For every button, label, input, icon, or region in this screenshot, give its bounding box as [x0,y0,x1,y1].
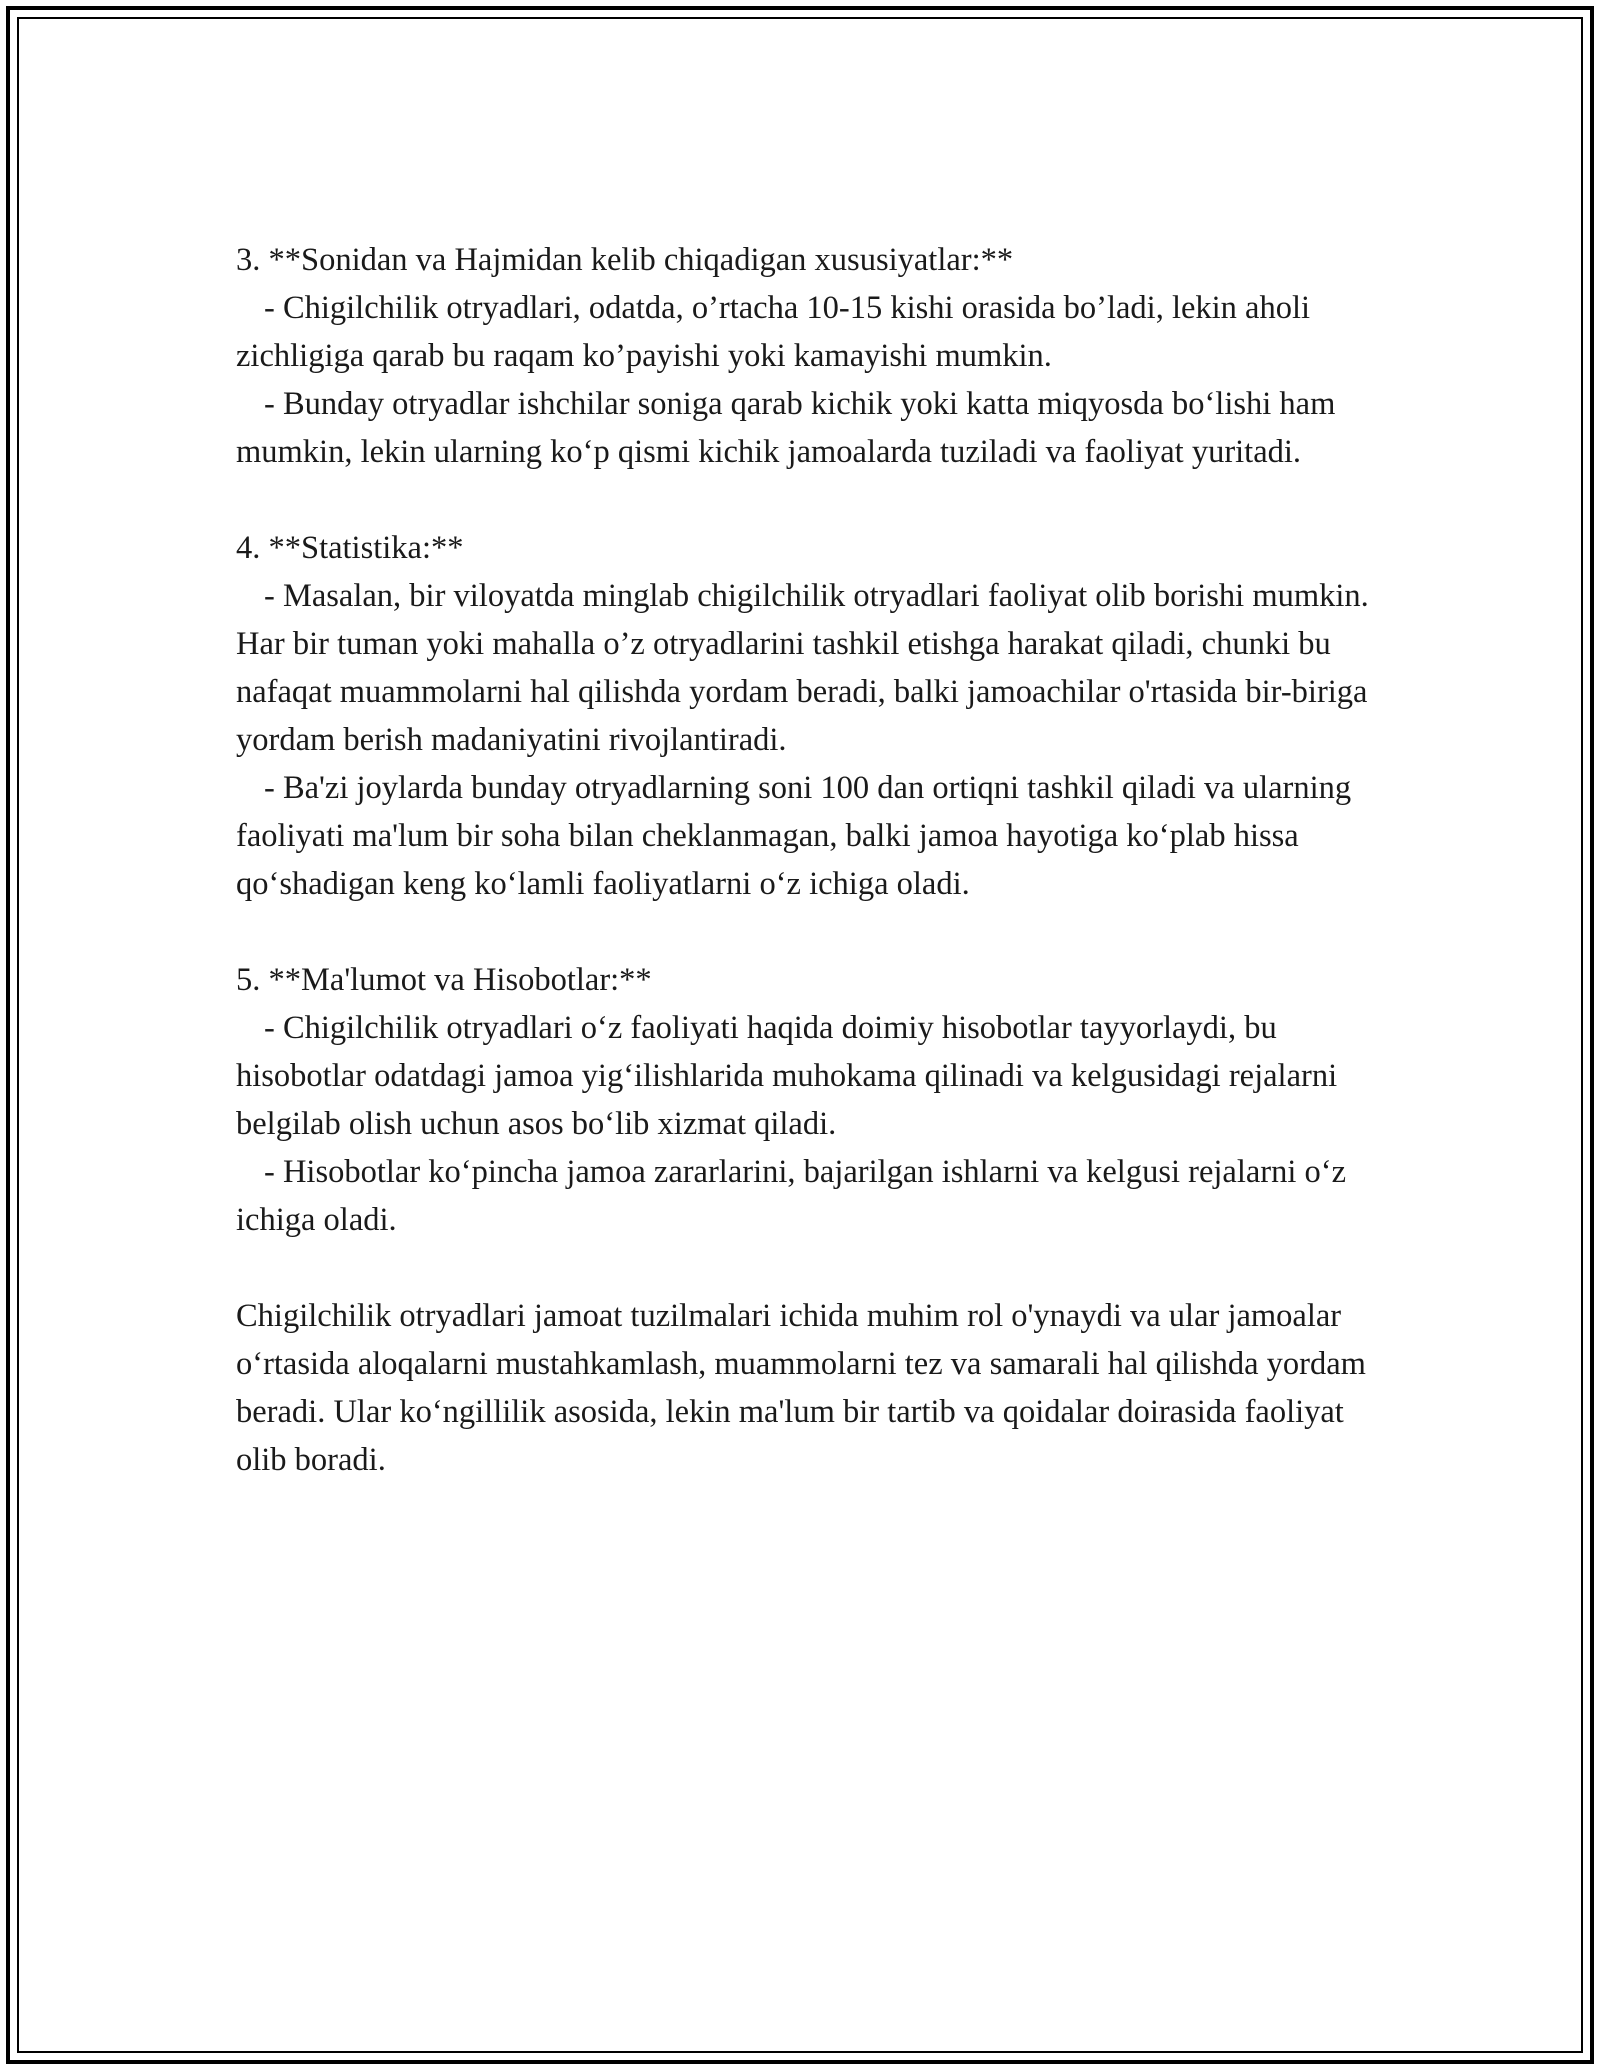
conclusion-paragraph: Chigilchilik otryadlari jamoat tuzilmalari ichida muhim rol o'ynaydi va ular jamoalar o‘rtasida aloqalarni mustahkamlash, muammolarni tez va samarali hal qilishda yordam beradi. Ular ko‘ngillilik asosida, lekin ma'lum bir tartib va qoidalar doirasida faoliyat olib boradi. [236,1298,1366,1478]
section-4 [236,524,1386,908]
section-3 [236,236,1386,476]
conclusion-section [236,1292,1386,1484]
list-item: - Bunday otryadlar ishchilar soniga qarab kichik yoki katta miqyosda bo‘lishi ham mumkin, lekin ularning ko‘p qismi kichik jamoalarda tuziladi va faoliyat yuritadi. [236,386,1336,470]
section-5 [236,956,1386,1244]
section-heading: 4. **Statistika:** [236,530,464,566]
list-item: - Masalan, bir viloyatda minglab chigilchilik otryadlari faoliyat olib borishi mumkin. Har bir tuman yoki mahalla o’z otryadlarini tashkil etishga harakat qiladi, chunki bu nafaqat muammolarni hal qilishda yordam beradi, balki jamoachilar o'rtasida bir-biriga yordam berish madaniyatini rivojlantiradi. [236,578,1369,758]
section-heading: 5. **Ma'lumot va Hisobotlar:** [236,962,652,998]
document-body [236,236,1386,1532]
section-heading: 3. **Sonidan va Hajmidan kelib chiqadigan xususiyatlar:** [236,242,1014,278]
list-item: - Chigilchilik otryadlari o‘z faoliyati haqida doimiy hisobotlar tayyorlaydi, bu hisobotlar odatdagi jamoa yig‘ilishlarida muhokama qilinadi va kelgusidagi rejalarni belgilab olish uchun asos bo‘lib xizmat qiladi. [236,1010,1338,1142]
list-item: - Ba'zi joylarda bunday otryadlarning soni 100 dan ortiqni tashkil qiladi va ularning faoliyati ma'lum bir soha bilan cheklanmagan, balki jamoa hayotiga ko‘plab hissa qo‘shadigan keng ko‘lamli faoliyatlarni o‘z ichiga oladi. [236,770,1352,902]
list-item: - Hisobotlar ko‘pincha jamoa zararlarini, bajarilgan ishlarni va kelgusi rejalarni o‘z ichiga oladi. [236,1154,1347,1238]
list-item: - Chigilchilik otryadlari, odatda, o’rtacha 10-15 kishi orasida bo’ladi, lekin aholi zichligiga qarab bu raqam ko’payishi yoki kamayishi mumkin. [236,290,1311,374]
